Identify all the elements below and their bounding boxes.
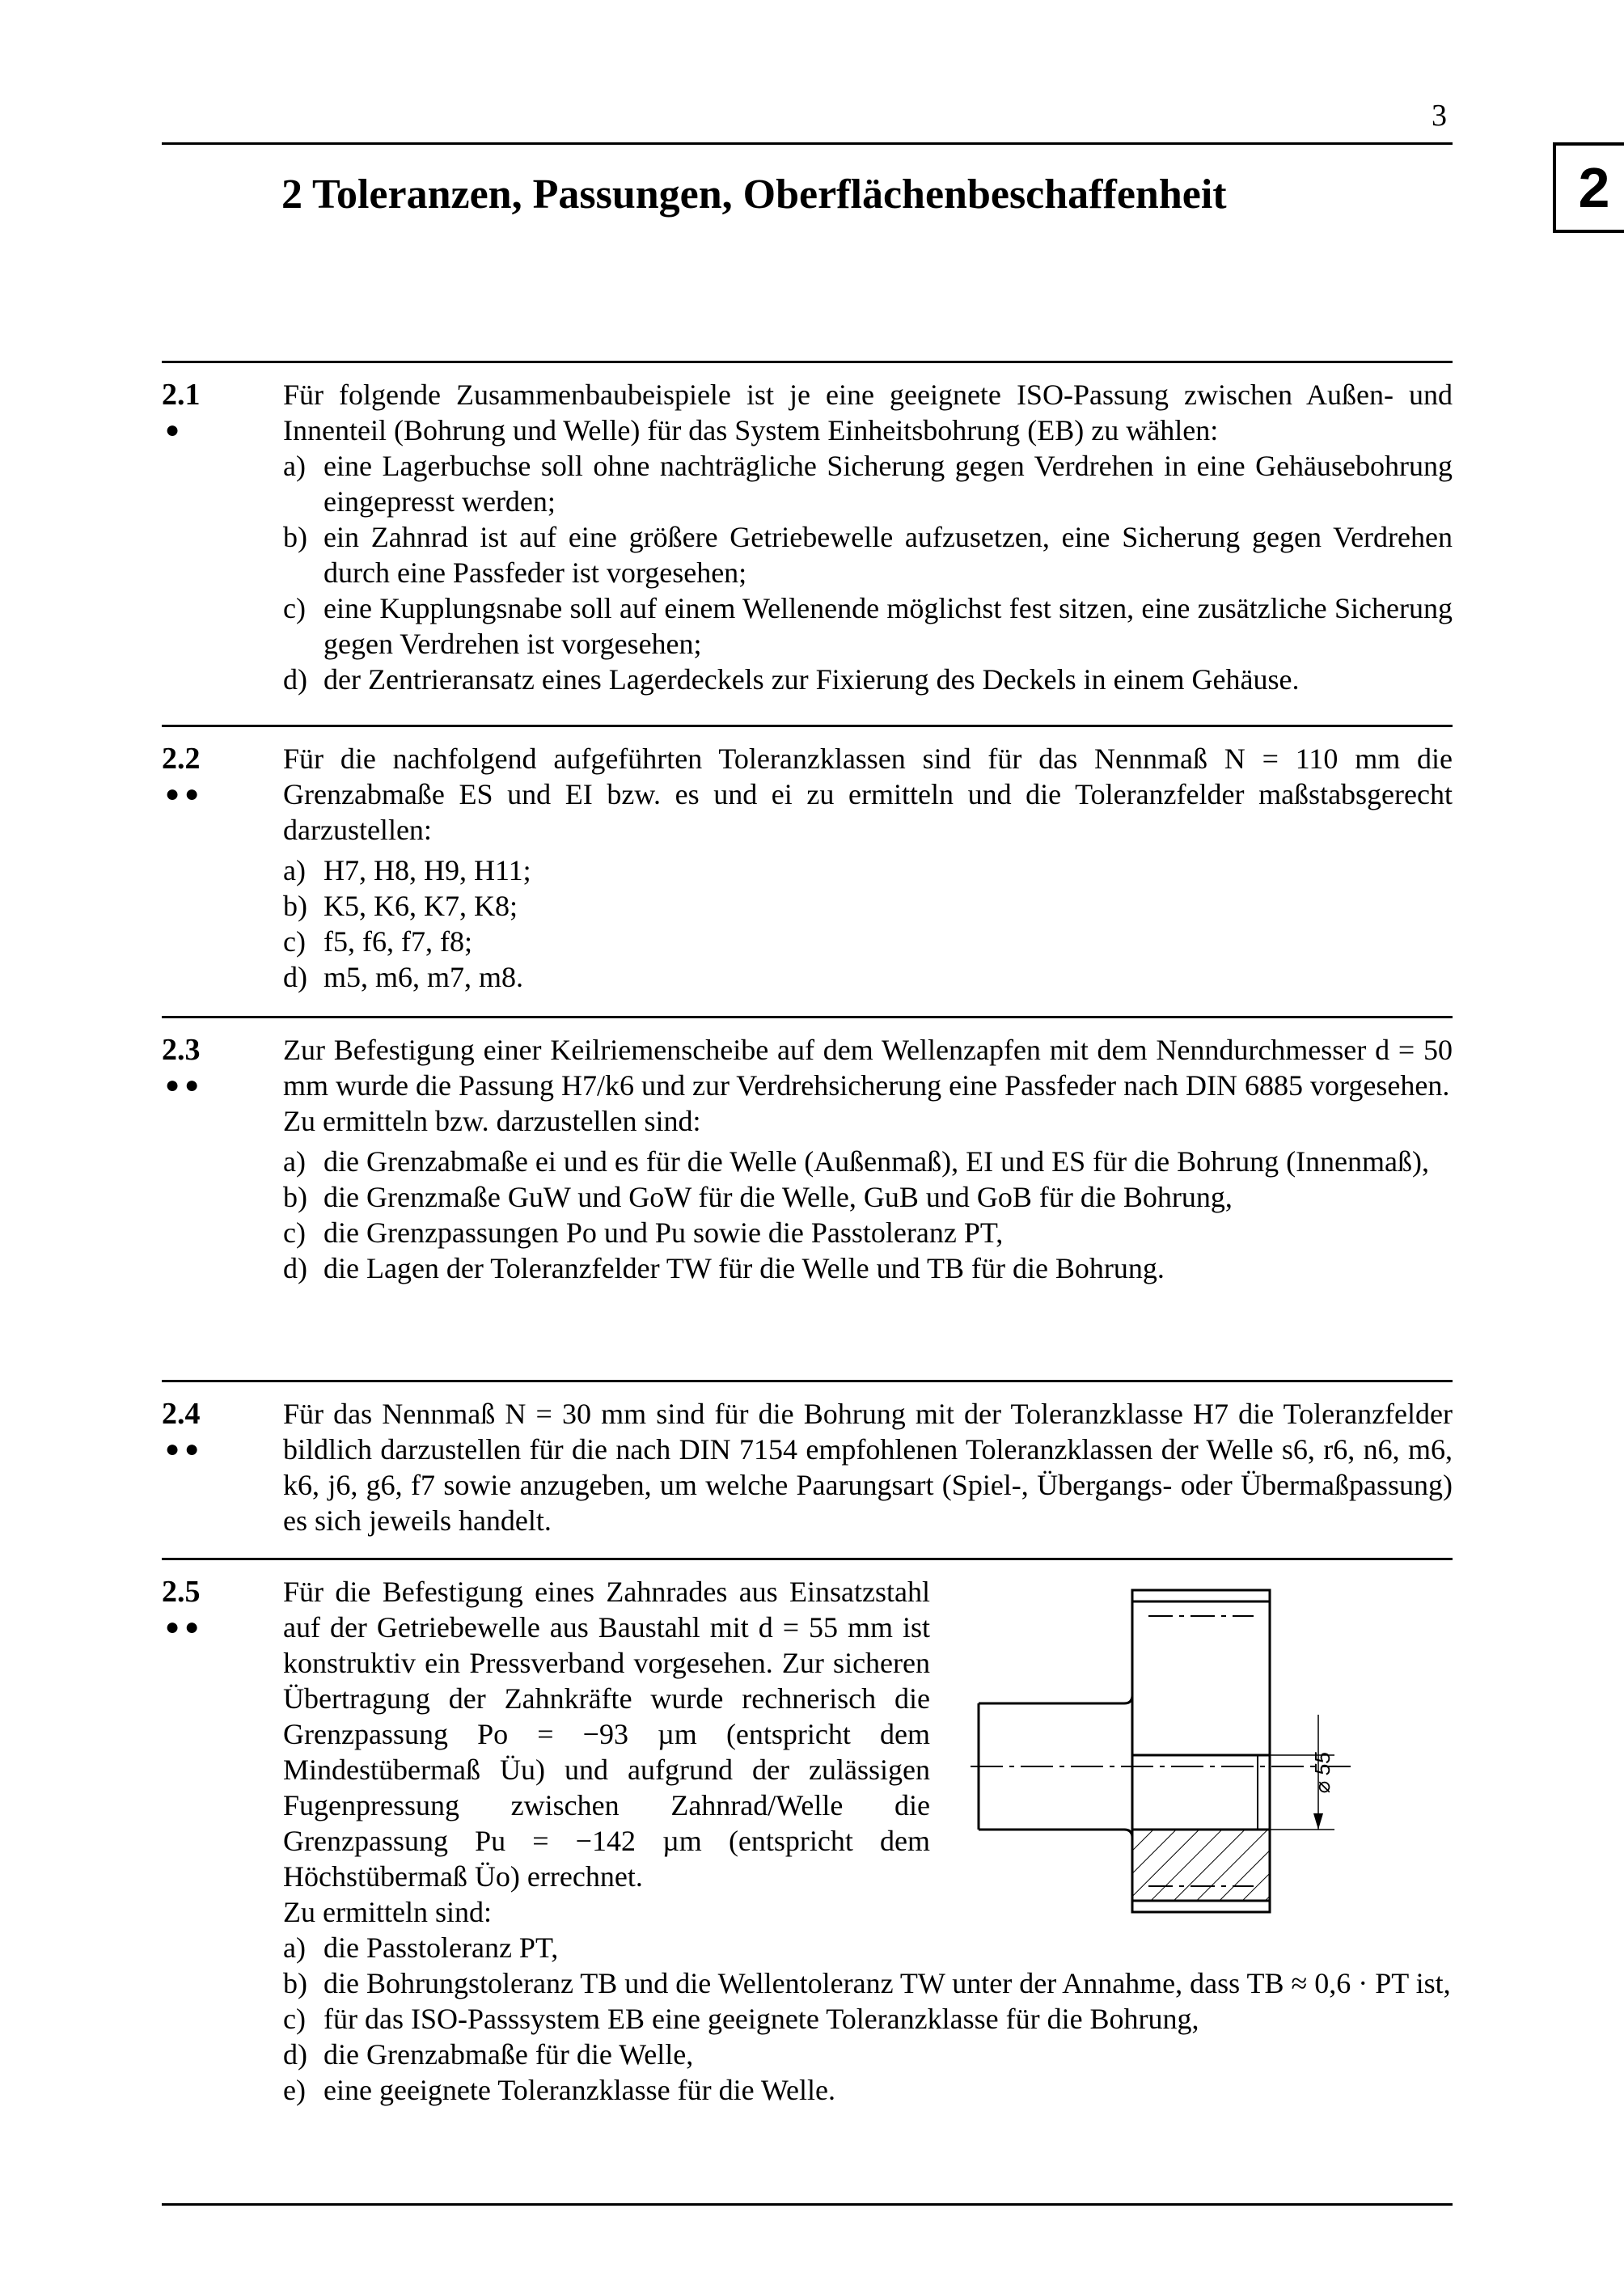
footer-rule bbox=[162, 2203, 1453, 2206]
difficulty-dots: ● bbox=[165, 417, 185, 443]
section-rule bbox=[162, 1558, 1453, 1560]
hatched-section bbox=[1132, 1830, 1270, 1901]
difficulty-dots: ●● bbox=[165, 1436, 205, 1462]
task-intro: Für das Nennmaß N = 30 mm sind für die Bohrung mit der Toleranzklasse H7 die Toleranzfelder bildlich darzustellen für die nach DIN 7154 empfohlenen Toleranzklassen der Welle s6, r6, n6, m6, k6, j6, g6, f7 sowie anzugeben, um welche Paarungsart (Spiel-, Übergangs- oder Übermaßpassung) es sich jeweils handelt. bbox=[283, 1398, 1453, 1537]
chapter-tab: 2 bbox=[1553, 142, 1624, 233]
section-rule bbox=[162, 1016, 1453, 1018]
task-intro-2: Zu ermitteln sind: bbox=[283, 1896, 492, 1928]
difficulty-dots: ●● bbox=[165, 781, 205, 807]
list-item: b) die Bohrungstoleranz TB und die Wellentoleranz TW unter der Annahme, dass TB ≈ 0,6 · PT ist, bbox=[283, 1967, 1451, 1999]
list-item: e) eine geeignete Toleranzklasse für die Welle. bbox=[283, 2074, 835, 2106]
task-intro-2: Zu ermitteln bzw. darzustellen sind: bbox=[283, 1105, 701, 1137]
gear-shaft-drawing bbox=[971, 1577, 1391, 1949]
dimension-arrow bbox=[1313, 1813, 1323, 1830]
list-item: a) H7, H8, H9, H11; bbox=[283, 854, 531, 886]
list-item: d) die Lagen der Toleranzfelder TW für die Welle und TB für die Bohrung. bbox=[283, 1252, 1165, 1284]
chapter-title: 2 Toleranzen, Passungen, Oberflächenbeschaffenheit bbox=[281, 171, 1227, 218]
task-number: 2.2 bbox=[162, 742, 201, 776]
list-item: a) eine Lagerbuchse soll ohne nachträgliche Sicherung gegen Verdrehen in eine Gehäusebohrung eingepresst werden; bbox=[283, 450, 1453, 518]
list-item: c) eine Kupplungsnabe soll auf einem Wellenende möglichst fest sitzen, eine zusätzliche Sicherung gegen Verdrehen ist vorgesehen; bbox=[283, 592, 1453, 660]
section-rule bbox=[162, 725, 1453, 727]
list-item: d) die Grenzabmaße für die Welle, bbox=[283, 2038, 694, 2071]
task-intro: Für die Befestigung eines Zahnrades aus Einsatzstahl auf der Getriebewelle aus Baustahl mit d = 55 mm ist konstruktiv ein Pressverband vorgesehen. Zur sicheren Übertragung der Zahnkräfte wurde rechnerisch die Grenzpassung Po = −93 µm (entspricht dem Mindestübermaß Üu) und aufgrund der zulässigen Fugenpressung zwischen Zahnrad/Welle die Grenzpassung Pu = −142 µm (entspricht dem Höchstübermaß Üo) errechnet. bbox=[283, 1576, 930, 1893]
list-item: d) der Zentrieransatz eines Lagerdeckels zur Fixierung des Deckels in einem Gehäuse. bbox=[283, 663, 1300, 696]
shaft-lower-contour bbox=[979, 1830, 1132, 1838]
task-number: 2.1 bbox=[162, 378, 201, 412]
difficulty-dots: ●● bbox=[165, 1614, 205, 1640]
list-item: a) die Passtoleranz PT, bbox=[283, 1931, 559, 1964]
task-intro: Für folgende Zusammenbaubeispiele ist je eine geeignete ISO-Passung zwischen Außen- und Innenteil (Bohrung und Welle) für das System Einheitsbohrung (EB) zu wählen: bbox=[283, 379, 1453, 446]
list-item: b) die Grenzmaße GuW und GoW für die Welle, GuB und GoB für die Bohrung, bbox=[283, 1181, 1233, 1213]
list-item: b) K5, K6, K7, K8; bbox=[283, 890, 518, 922]
task-number: 2.4 bbox=[162, 1397, 201, 1431]
header-rule bbox=[162, 142, 1453, 145]
list-item: b) ein Zahnrad ist auf eine größere Getriebewelle aufzusetzen, eine Sicherung gegen Verdrehen durch eine Passfeder ist vorgesehen; bbox=[283, 521, 1453, 589]
gear-top-edge bbox=[1132, 1590, 1270, 1601]
list-item: c) die Grenzpassungen Po und Pu sowie die Passtoleranz PT, bbox=[283, 1216, 1004, 1249]
list-item: c) f5, f6, f7, f8; bbox=[283, 925, 472, 958]
task-intro: Zur Befestigung einer Keilriemenscheibe auf dem Wellenzapfen mit dem Nenndurchmesser d = 50 mm wurde die Passung H7/k6 und zur Verdrehsicherung eine Passfeder nach DIN 6885 vorgesehen. bbox=[283, 1034, 1453, 1102]
list-item: a) die Grenzabmaße ei und es für die Welle (Außenmaß), EI und ES für die Bohrung (Innenmaß), bbox=[283, 1145, 1429, 1178]
page-number: 3 bbox=[1432, 99, 1447, 133]
section-rule bbox=[162, 361, 1453, 363]
shaft-upper-contour bbox=[979, 1695, 1132, 1703]
task-number: 2.3 bbox=[162, 1033, 201, 1067]
gear-bottom-edge bbox=[1132, 1901, 1270, 1912]
list-item: d) m5, m6, m7, m8. bbox=[283, 961, 524, 993]
difficulty-dots: ●● bbox=[165, 1072, 205, 1098]
task-intro: Für die nachfolgend aufgeführten Toleranzklassen sind für das Nennmaß N = 110 mm die Grenzabmaße ES und EI bzw. es und ei zu ermitteln und die Toleranzfelder maßstabsgerecht darzustellen: bbox=[283, 742, 1453, 846]
task-number: 2.5 bbox=[162, 1575, 201, 1609]
section-rule bbox=[162, 1380, 1453, 1382]
diameter-label: ⌀ 55 bbox=[1310, 1752, 1334, 1794]
list-item: c) für das ISO-Passsystem EB eine geeignete Toleranzklasse für die Bohrung, bbox=[283, 2003, 1199, 2035]
